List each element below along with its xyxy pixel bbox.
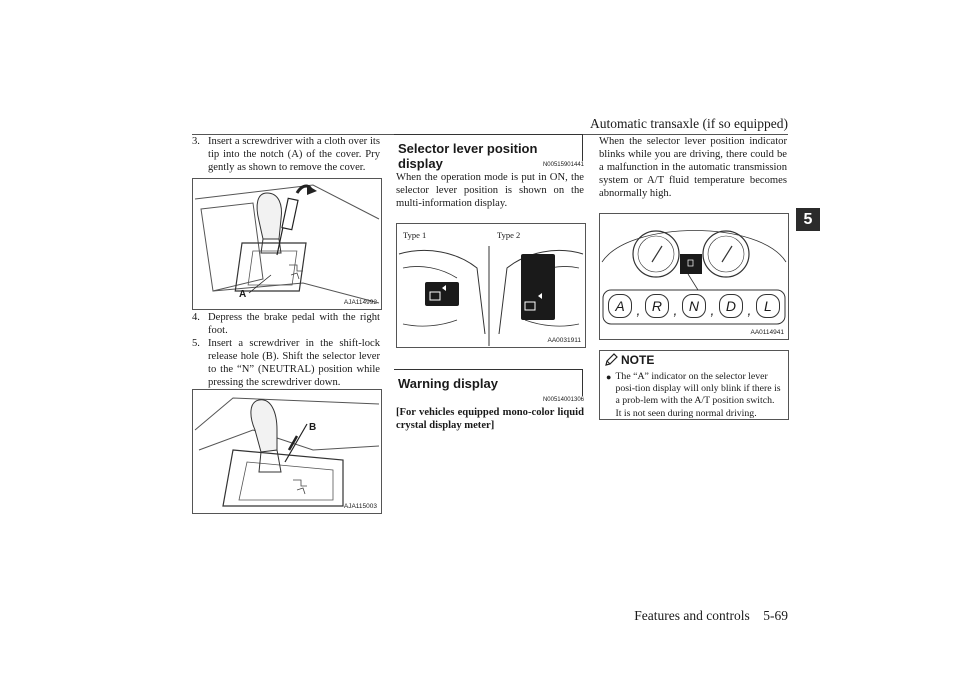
section-code: N00515901441 (542, 162, 584, 168)
note-body (600, 369, 788, 424)
right-body-text: When the selector lever position indicator blinks while you are driving, there could be a malfunction in the automatic transmission system or A/T fluid temperature becomes abnormally high. (599, 136, 787, 200)
note-bullet-text: The “A” indicator on the selector lever posi-tion display will only blink if there is a prob-lem with the A/T position switch. (615, 371, 781, 407)
step-3 (192, 135, 380, 174)
cover-removal-illustration (193, 179, 381, 309)
indicator-a: A (608, 294, 632, 318)
type2-label: Type 2 (497, 230, 521, 240)
section-code: N00514001306 (542, 397, 584, 403)
figure-display-types (396, 223, 586, 348)
callout-a: A (239, 289, 247, 300)
figure-indicator-blink (599, 213, 789, 340)
meter-illustration (600, 214, 788, 339)
indicator-r: R (645, 294, 669, 318)
step-number: 3. (192, 136, 200, 147)
figure-code: AJA115003 (343, 503, 377, 510)
figure-code: AJA114992 (343, 299, 377, 306)
page-footer: Features and controls 5-69 (634, 608, 788, 623)
section-heading-selector-display: Selector lever position display (394, 134, 583, 161)
figure-shift-lock-release (192, 389, 382, 514)
section-subheading: [For vehicles equipped mono-color liquid crystal display meter] (396, 407, 584, 432)
indicator-l: L (756, 294, 780, 318)
type1-label: Type 1 (403, 230, 427, 240)
note-header (600, 351, 788, 369)
section-heading-warning-display: Warning display (394, 369, 583, 396)
indicator-separator: , (710, 302, 715, 318)
step-5 (192, 337, 380, 389)
note-box (599, 350, 789, 420)
running-header-title: Automatic transaxle (if so equipped) (590, 116, 788, 131)
indicator-separator: , (747, 302, 752, 318)
indicator-d: D (719, 294, 743, 318)
step-number: 4. (192, 312, 200, 323)
section-body: When the operation mode is put in ON, the selector lever position is shown on the multi-information display. (396, 172, 584, 210)
step-text: Insert a screwdriver with a cloth over its tip into the notch (A) of the cover. Pry gently as shown to remove the cover. (208, 136, 380, 174)
callout-b: B (309, 422, 317, 433)
figure-remove-cover (192, 178, 382, 310)
figure-code: AA0031911 (547, 337, 581, 344)
note-title: NOTE (621, 353, 655, 367)
figure-code: AA0114941 (750, 329, 784, 336)
step-text: Depress the brake pedal with the right foot. (208, 312, 380, 337)
indicator-separator: , (636, 302, 641, 318)
pencil-icon (604, 353, 618, 367)
step-number: 5. (192, 338, 200, 349)
chapter-tab: 5 (796, 208, 820, 231)
note-line2: It is not seen during normal driving. (615, 407, 757, 419)
shift-lock-illustration (193, 390, 381, 513)
step-text: Insert a screwdriver in the shift-lock release hole (B). Shift the selector lever to the “N” (NEUTRAL) position while pressing the screwdriver down. (208, 338, 380, 389)
indicator-n: N (682, 294, 706, 318)
display-types-illustration (397, 224, 585, 347)
bullet-icon: ● (606, 372, 612, 382)
indicator-row (608, 294, 780, 318)
indicator-separator: , (673, 302, 678, 318)
step-4 (192, 311, 380, 337)
